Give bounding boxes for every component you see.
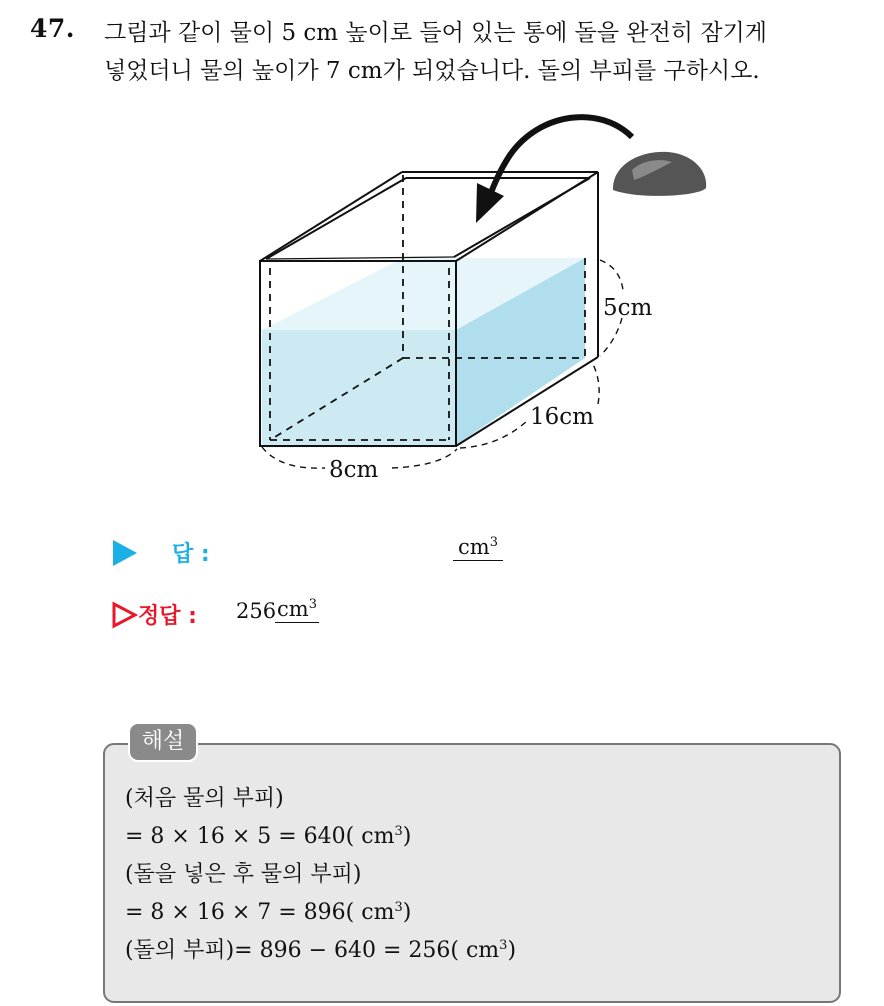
solution-tag: 해설 [128,722,198,762]
depth-label: 16cm [530,404,594,430]
solution-line: (처음 물의 부피) [125,786,284,811]
correct-answer-row [110,597,610,633]
solution-line: (돌의 부피)= 896 − 640 = 256( $cm^3$) [125,938,517,963]
height-label: 5cm [603,295,653,321]
correct-value: 256 [236,599,277,623]
solution-line: (돌을 넣은 후 물의 부피) [125,862,362,887]
stone-icon [613,152,706,196]
question-line-2: 넣었더니 물의 높이가 7 cm가 되었습니다. 돌의 부피를 구하시오. [104,58,760,84]
correct-label: 정답 : [138,604,197,629]
solution-line: = 8 × 16 × 5 = 640( $cm^3$) [125,824,412,849]
correct-triangle-icon [110,600,140,630]
answer-unit-exp: 3 [489,535,498,550]
answer-unit[interactable] [453,535,503,561]
answer-label: 답 : [172,542,210,567]
answer-unit-base: cm [458,535,490,559]
correct-unit: $cm^3$ [277,597,317,621]
solution-line: = 8 × 16 × 7 = 896( $cm^3$) [125,900,412,925]
width-label: 8cm [329,457,379,483]
answer-row [110,535,610,571]
solution-lines [125,780,516,970]
question-line-1: 그림과 같이 물이 5 cm 높이로 들어 있는 통에 돌을 완전히 잠기게 [104,20,767,46]
answer-triangle-icon [110,538,140,568]
question-number: 47. [30,14,75,43]
drop-arrow-icon [490,117,632,195]
water-tank-figure [0,0,884,500]
